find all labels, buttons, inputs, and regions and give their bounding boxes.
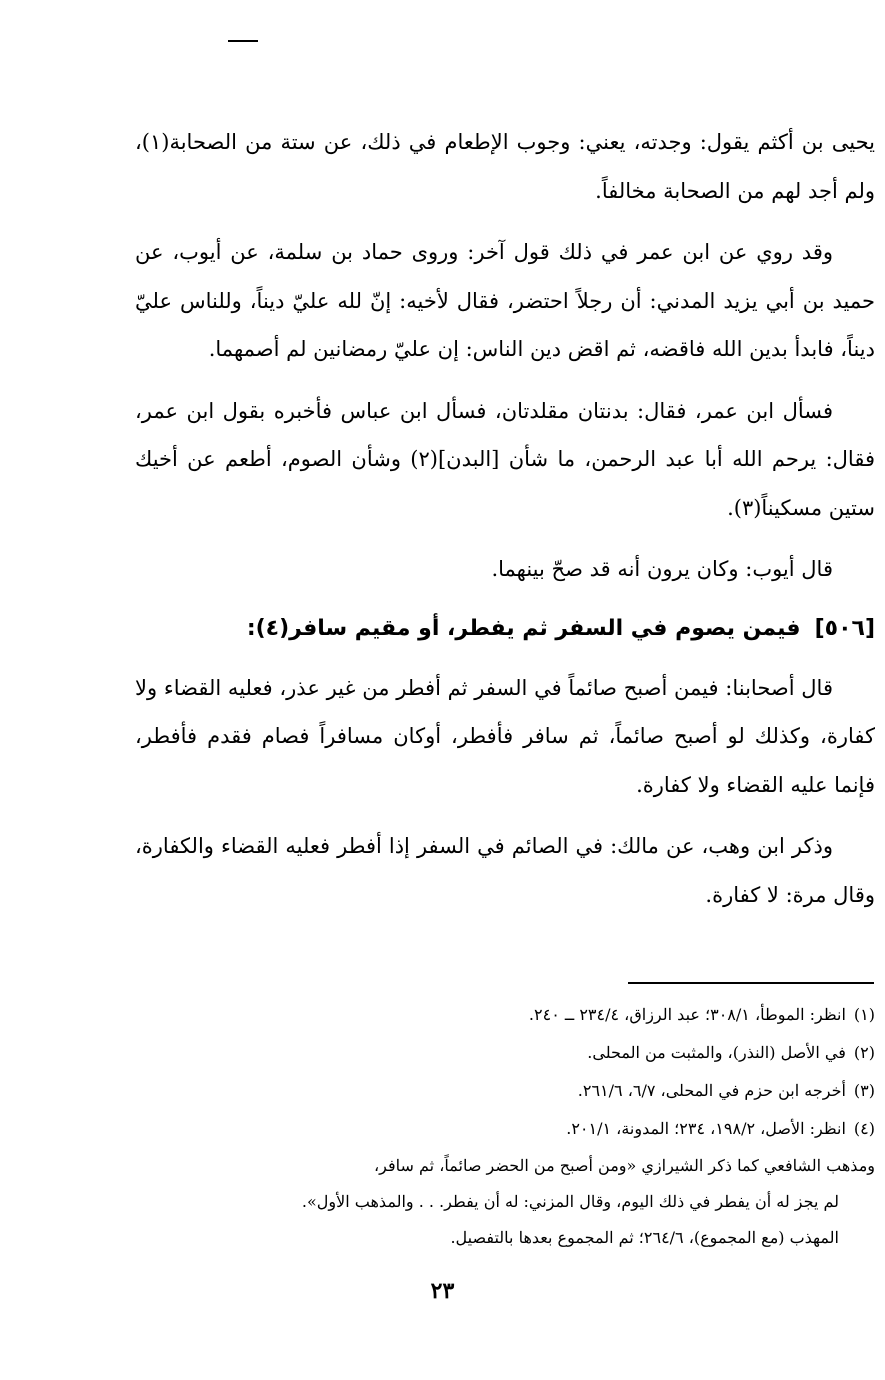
footnote-text: انظر: الأصل، ١٩٨/٢، ٢٣٤؛ المدونة، ٢٠١/١. bbox=[566, 1119, 846, 1138]
footnote-number: (٣) bbox=[853, 1081, 875, 1100]
paragraph-1: يحيى بن أكثم يقول: وجدته، يعني: وجوب الإطعام في ذلك، عن ستة من الصحابة(١)، ولم أجد لهم من الصحابة مخالفاً. bbox=[135, 130, 875, 203]
page-number: ٢٣ bbox=[430, 1278, 455, 1304]
top-mark bbox=[228, 40, 258, 42]
footnote-separator bbox=[628, 982, 874, 984]
footnote-2 bbox=[135, 1034, 875, 1072]
footnote-text: انظر: الموطأ، ٣٠٨/١؛ عبد الرزاق، ٢٣٤/٤ ــ ٢٤٠. bbox=[528, 1005, 846, 1024]
footnote-number: (٢) bbox=[853, 1043, 875, 1062]
section-heading bbox=[135, 607, 875, 651]
footnote-1 bbox=[135, 996, 875, 1034]
footnote-4-continuation-line-2: لم يجز له أن يفطر في ذلك اليوم، وقال المزني: له أن يفطر. . . والمذهب الأول». bbox=[301, 1192, 839, 1211]
paragraph-6: وذكر ابن وهب، عن مالك: في الصائم في السفر إذا أفطر فعليه القضاء والكفارة، وقال مرة: لا كفارة. bbox=[135, 834, 875, 907]
main-text bbox=[135, 118, 875, 919]
paragraph-4: قال أيوب: وكان يرون أنه قد صحّ بينهما. bbox=[491, 557, 833, 581]
footnote-number: (٤) bbox=[853, 1119, 875, 1138]
section-title: فيمن يصوم في السفر ثم يفطر، أو مقيم سافر(٤): bbox=[246, 615, 801, 641]
footnote-text: في الأصل (النذر)، والمثبت من المحلى. bbox=[587, 1043, 846, 1062]
paragraph-5: قال أصحابنا: فيمن أصبح صائماً في السفر ثم أفطر من غير عذر، فعليه القضاء ولا كفارة، وكذلك لو أصبح صائماً، ثم سافر فأفطر، أوكان مسافراً فصام فقدم فأفطر، فإنما عليه القضاء ولا كفارة. bbox=[135, 675, 875, 797]
section-number: [٥٠٦] bbox=[814, 615, 875, 641]
footnote-4-continuation-line-3: المهذب (مع المجموع)، ٢٦٤/٦؛ ثم المجموع بعدها بالتفصيل. bbox=[450, 1228, 839, 1247]
footnote-3 bbox=[135, 1072, 875, 1110]
paragraph-2: وقد روي عن ابن عمر في ذلك قول آخر: وروى حماد بن سلمة، عن أيوب، عن حميد بن أبي يزيد المدني: أن رجلاً احتضر، فقال لأخيه: إنّ لله عليّ ديناً، وللناس عليّ ديناً، فابدأ بدين الله فاقضه، ثم اقض دين الناس: إن عليّ رمضانين لم أصمهما. bbox=[135, 240, 875, 361]
footnote-number: (١) bbox=[853, 1005, 875, 1024]
footnote-4-continuation-line-1: ومذهب الشافعي كما ذكر الشيرازي «ومن أصبح من الحضر صائماً، ثم سافر، bbox=[374, 1156, 875, 1175]
footnotes bbox=[135, 996, 875, 1256]
paragraph-3: فسأل ابن عمر، فقال: بدنتان مقلدتان، فسأل ابن عباس فأخبره بقول ابن عمر، فقال: يرحم الله أبا عبد الرحمن، ما شأن [البدن](٢) وشأن الصوم، أطعم عن أخيك ستين مسكيناً(٣). bbox=[135, 398, 875, 520]
footnote-text: أخرجه ابن حزم في المحلى، ٦/٧، ٢٦١/٦. bbox=[577, 1081, 846, 1100]
footnote-4 bbox=[135, 1110, 875, 1148]
